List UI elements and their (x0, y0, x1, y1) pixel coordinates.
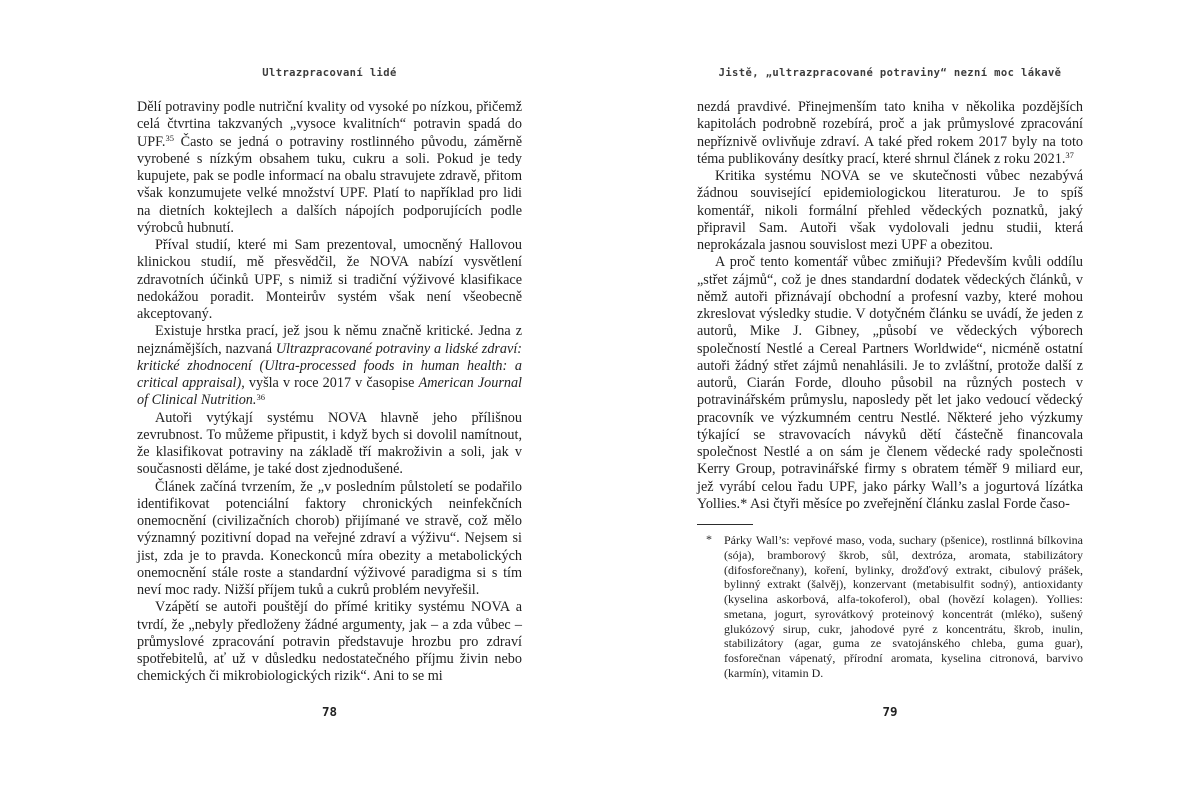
endnote-ref-35: 35 (165, 133, 174, 143)
paragraph-left-4: Autoři vytýkají systému NOVA hlavně jeho přílišnou zevrubnost. To můžeme připustit, i když bych si dovolil namítnout, že klasifikovat potraviny na základě tří makroživin a soli, jak v současnosti děláme, je také dost zjednodušené. (137, 409, 522, 478)
paragraph-text: Dělí potraviny podle nutriční kvality od vysoké po nízkou, přičemž celá čtvrtina takzvaných „vysoce kvalitních“ potravin spadá do UPF. (137, 99, 522, 150)
footnote-block (697, 524, 1083, 681)
paragraph-text: A proč tento komentář vůbec zmiňuji? Především kvůli oddílu „střet zájmů“, což je dnes standardní dodatek vědeckých článků, v němž autoři přiznávají obchodní a profesní vazby, které mohou zkreslovat výsledky studie. V dotyčném článku se uvádí, že jeden z autorů, Mike J. Gibney, „působí ve vědeckých výborech společností Nestlé a Cereal Partners Worldwide“, nicméně ostatní autoři žádný střet zájmů nenahlásili. Je to zvláštní, protože další z autorů, Ciarán Forde, dlouho působil na různých postech v potravinářském průmyslu, naposledy pět let jako vedoucí vědecký pracovník ve výzkumném centru Nestlé. Některé jeho výzkumy týkající se stravovacích návyků dětí částečně financovala společnost Nestlé a on sám je členem vědecké rady společnosti Kerry Group, potravinářské firmy s obratem téměř 9 miliard eur, jež vyrábí celou řadu UPF, jako párky Wall’s a jogurtová lízátka Yollies. (697, 254, 1083, 512)
paragraph-text: , vyšla v roce 2017 v časopise (241, 375, 419, 391)
book-title-italic: Ultrazpracované potraviny a lidské zdraví: kritické zhodnocení (Ultra-processed foods in human health: a critical appraisal) (137, 340, 522, 391)
page-left (137, 0, 522, 800)
page-right-body (697, 99, 1083, 681)
endnote-ref-37: 37 (1065, 150, 1074, 161)
paragraph-left-6: Vzápětí se autoři pouštějí do přímé kritiky systému NOVA a tvrdí, že „nebyly předloženy žádné argumenty, jak – a zda vůbec – průmyslové zpracování potravin představuje hrozbu pro zdraví spotřebitelů, ať už v důsledku nedostatečného příjmu živin nebo chemických či mikrobiologických rizik“. Ani to se mi (137, 599, 522, 685)
page-number-left: 78 (321, 704, 338, 719)
paragraph-left-1 (137, 99, 522, 237)
footnote-ref-asterisk: * (740, 495, 748, 512)
footnote-marker-asterisk: * (706, 532, 712, 546)
footnote-text: Párky Wall’s: vepřové maso, voda, suchary (pšenice), rostlinná bílkovina (sója), bramborový škrob, sůl, dextróza, aromata, stabilizátory (difosforečnany), koření, bylinky, drožďový extrakt, cibulový prášek, bylinný extrakt (šalvěj), konzervant (metabisulfit sodný), antioxidanty (kyselina askorbová, alfa-tokoferol), obal (hovězí kolagen). Yollies: smetana, jogurt, syrovátkový proteinový koncentrát (mléko), sušený glukózový sirup, cukr, jahodové pyré z koncentrátu, škrob, inulin, stabilizátory (agar, guma ze svatojánského chleba, guma guar), fosforečnan vápenatý, přírodní aromata, kyselina citronová, barvivo (karmín), vitamin D. (724, 533, 1083, 680)
paragraph-text: nezdá pravdivé. Přinejmenším tato kniha v několika pozdějších kapitolách podrobně rozebírá, proč a jak průmyslové zpracování nepříznivě ovlivňuje zdraví. A také před rokem 2017 byly na toto téma publikovány desítky prací, které shrnul článek z roku 2021. (697, 99, 1083, 167)
endnote-ref-36: 36 (256, 391, 265, 402)
journal-title-italic: American Journal of Clinical Nutrition. (137, 375, 522, 409)
footnote-separator-rule (697, 524, 753, 525)
footnote-body (697, 533, 1083, 681)
running-head-left: Ultrazpracovaní lidé (262, 67, 397, 79)
paragraph-left-2: Příval studií, které mi Sam prezentoval, umocněný Hallovou klinickou studií, mě přesvědčil, že NOVA nabízí vysvětlení zdravotních účinků UPF, s nimiž si tradiční výživové klasifikace nedokážou poradit. Monteirův systém však není všeobecně akceptovaný. (137, 237, 522, 322)
page-right (697, 0, 1083, 800)
paragraph-right-2: Kritika systému NOVA se ve skutečnosti vůbec nezabývá žádnou související epidemiologickou literaturou. Je to spíš komentář, nikoli formální přehled vědeckých poznatků, jaký připravil Sam. Autoři však vydolovali jednu studii, která neprokázala jasnou souvislost mezi UPF a obezitou. (697, 168, 1083, 253)
paragraph-text: Asi čtyři měsíce po zveřejnění článku zaslal Forde časo- (747, 495, 1070, 512)
page-number-right: 79 (882, 704, 898, 719)
running-head-right: Jistě, „ultrazpracované potraviny“ nezní moc lákavě (718, 67, 1062, 79)
paragraph-left-3 (137, 323, 522, 409)
page-left-body (137, 99, 522, 686)
paragraph-text: Existuje hrstka prací, jež jsou k němu značně kritické. Jedna z nejznámějších, nazvaná (137, 323, 522, 357)
paragraph-right-1 (697, 99, 1083, 168)
paragraph-text: Často se jedná o potraviny rostlinného původu, záměrně vyrobené s nízkým obsahem tuku, cukru a soli. Pokud je tedy kupujete, pak se podle informací na obalu stravujete zdravě, přitom však konzumujete velké množství UPF. Platí to například pro lidi na dietních koktejlech a dalších nápojích podporujících podle výrobců hubnutí. (137, 133, 522, 236)
paragraph-left-5: Článek začíná tvrzením, že „v posledním půlstoletí se podařilo identifikovat potenciální faktory chronických neinfekčních onemocnění (civilizačních chorob) přijímané ve stravě, což mělo významný pozitivní dopad na veřejné zdraví a výživu“. Nejsem si jist, zda je to pravda. Koneckonců míra obezity a metabolických onemocnění stále roste a standardní výživové paradigma si s tím neví moc rady. Nižší příjem tuků a cukrů problém nevyřešil. (137, 478, 522, 598)
paragraph-right-3 (697, 254, 1083, 513)
